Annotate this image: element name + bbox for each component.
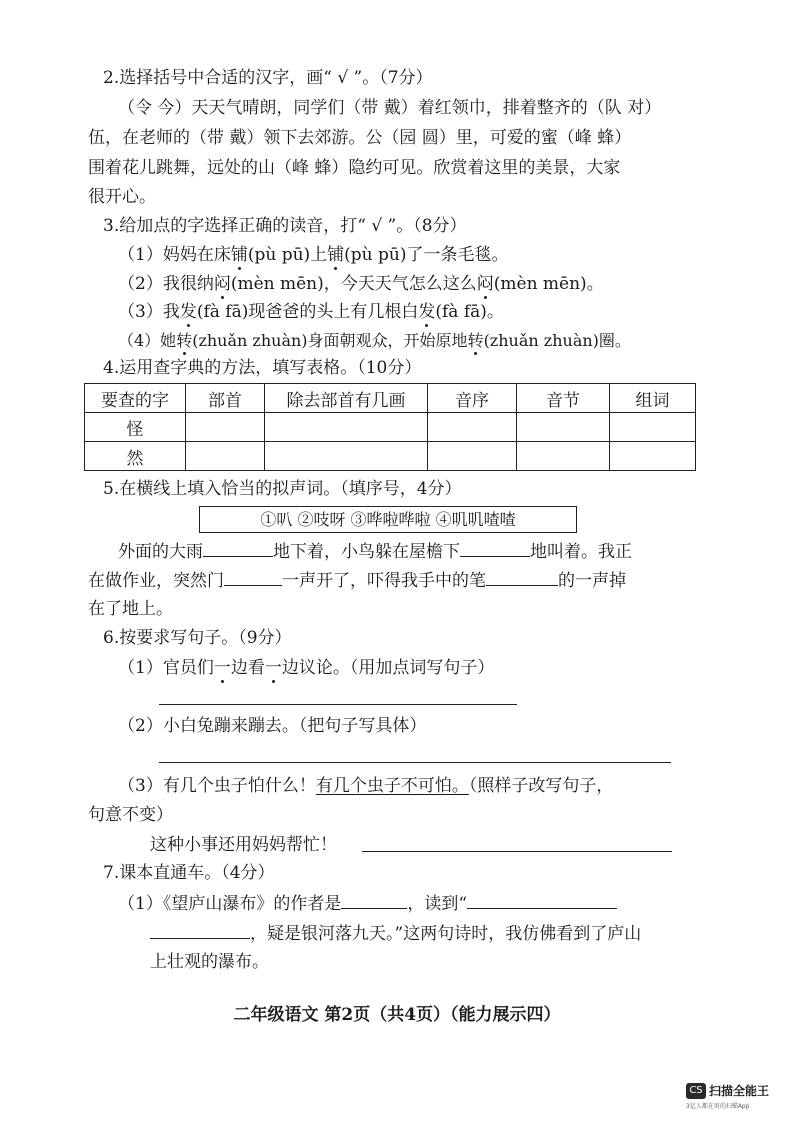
table-header-row bbox=[85, 384, 696, 413]
q2-line-3: 围着花儿跳舞，远处的山（峰 蜂）隐约可见。欣赏着这里的美景，大家 bbox=[88, 158, 621, 178]
answer-cell[interactable] bbox=[610, 442, 696, 471]
answer-cell[interactable] bbox=[186, 413, 265, 442]
answer-cell[interactable] bbox=[265, 413, 428, 442]
blank[interactable] bbox=[467, 890, 617, 909]
q6-item-3 bbox=[118, 774, 613, 798]
q3-item-4 bbox=[118, 329, 631, 353]
options-box: ①叭 ②吱呀 ③哗啦哗啦 ④叽叽喳喳 bbox=[199, 506, 577, 533]
text: (mèn mēn)。 bbox=[493, 274, 604, 294]
text: (fà fā)现爸爸的头上有几根白 bbox=[196, 302, 419, 322]
blank[interactable] bbox=[203, 538, 273, 557]
text: (zhuǎn zhuàn)圈。 bbox=[483, 331, 631, 350]
table-header: 组词 bbox=[610, 384, 696, 413]
text: （1）妈妈在床 bbox=[118, 245, 231, 265]
text: （1）《望庐山瀑布》的作者是 bbox=[118, 894, 342, 914]
q2-line-2: 伍，在老师的（带 戴）领下去郊游。公（园 圆）里，可爱的蜜（峰 蜂） bbox=[88, 128, 632, 148]
dotted-char: 闷 bbox=[213, 274, 231, 294]
answer-cell[interactable] bbox=[428, 413, 517, 442]
watermark-subtitle: 3亿人都在用的扫描App bbox=[686, 1103, 750, 1110]
underlined-example: 有几个虫子不可怕。 bbox=[315, 776, 469, 796]
scanner-watermark bbox=[686, 1080, 769, 1110]
dotted-char: 转 bbox=[176, 331, 193, 350]
answer-cell[interactable] bbox=[610, 413, 696, 442]
table-header: 音序 bbox=[428, 384, 517, 413]
text: 地下着，小鸟躲在屋檐下 bbox=[273, 542, 460, 562]
q5-line-1 bbox=[118, 538, 632, 564]
q3-item-1 bbox=[118, 243, 509, 267]
q5-line-2 bbox=[88, 567, 626, 593]
text: （1）官员们 bbox=[118, 658, 214, 678]
table-header: 音节 bbox=[517, 384, 610, 413]
text: (fà fā)。 bbox=[435, 302, 504, 322]
dotted-char: 转 bbox=[467, 331, 484, 350]
blank[interactable] bbox=[486, 567, 558, 586]
text: （2）我很纳 bbox=[118, 274, 214, 294]
q6-item-3-sentence: 这种小事还用妈妈帮忙！ bbox=[150, 835, 337, 855]
text: 一声开了，吓得我手中的笔 bbox=[282, 571, 486, 591]
q6-item-1 bbox=[118, 656, 494, 680]
table-cell: 然 bbox=[85, 442, 186, 471]
table-cell: 怪 bbox=[85, 413, 186, 442]
text: (pù pū)上 bbox=[247, 245, 328, 265]
blank[interactable] bbox=[460, 538, 530, 557]
answer-cell[interactable] bbox=[186, 442, 265, 471]
text: (mèn mēn)，今天天气怎么这么 bbox=[230, 274, 477, 294]
dictionary-table bbox=[84, 383, 696, 471]
q2-line-1: （令 今）天天气晴朗，同学们（带 戴）着红领巾，排着整齐的（队 对） bbox=[118, 98, 662, 118]
q5-title: 5.在横线上填入恰当的拟声词。（填序号，4分） bbox=[103, 479, 462, 499]
q2-title: 2.选择括号中合适的汉字，画“ √ ”。（7分） bbox=[103, 68, 433, 88]
text: 边看 bbox=[230, 658, 265, 678]
table-header: 部首 bbox=[186, 384, 265, 413]
q3-item-2 bbox=[118, 272, 604, 296]
table-row bbox=[85, 442, 696, 471]
q7-line-2 bbox=[150, 920, 641, 946]
answer-line[interactable] bbox=[159, 762, 671, 763]
q3-item-3 bbox=[118, 300, 504, 324]
text: ，疑是银河落九天。”这两句诗时，我仿佛看到了庐山 bbox=[250, 924, 642, 944]
q4-title: 4.运用查字典的方法，填写表格。（10分） bbox=[103, 358, 422, 378]
q3-title: 3.给加点的字选择正确的读音，打“ √ ”。（8分） bbox=[103, 216, 467, 236]
text: 在做作业，突然门 bbox=[88, 571, 224, 591]
answer-cell[interactable] bbox=[428, 442, 517, 471]
table-header: 要查的字 bbox=[85, 384, 186, 413]
q7-line-1 bbox=[118, 890, 617, 916]
text: 边议论。（用加点词写句子） bbox=[281, 658, 495, 678]
answer-line[interactable] bbox=[159, 704, 517, 705]
cs-logo-icon: CS bbox=[686, 1083, 706, 1099]
dotted-char: 铺 bbox=[327, 245, 345, 265]
text: (pù pū)了一条毛毯。 bbox=[344, 245, 509, 265]
dotted-char: 一 bbox=[264, 658, 282, 678]
text: 外面的大雨 bbox=[118, 542, 203, 562]
q6-item-2: （2）小白兔蹦来蹦去。（把句子写具体） bbox=[118, 716, 427, 736]
q6-item-3-cont: 句意不变） bbox=[88, 805, 173, 825]
dotted-char: 发 bbox=[179, 302, 197, 322]
text: （4）她 bbox=[118, 331, 177, 350]
q2-line-4: 很开心。 bbox=[88, 187, 156, 207]
text: 地叫着。我正 bbox=[530, 542, 632, 562]
text: 的一声掉 bbox=[558, 571, 626, 591]
q7-line-3: 上壮观的瀑布。 bbox=[150, 952, 269, 972]
dotted-char: 铺 bbox=[230, 245, 248, 265]
text: ，读到“ bbox=[407, 894, 468, 914]
answer-cell[interactable] bbox=[265, 442, 428, 471]
text: （照样子改写句子， bbox=[468, 776, 614, 796]
table-header: 除去部首有几画 bbox=[265, 384, 428, 413]
q7-title: 7.课本直通车。（4分） bbox=[103, 863, 275, 883]
text: （3）我 bbox=[118, 302, 180, 322]
table-row bbox=[85, 413, 696, 442]
q6-title: 6.按要求写句子。（9分） bbox=[103, 628, 292, 648]
dotted-char: 一 bbox=[213, 658, 231, 678]
dotted-char: 闷 bbox=[476, 274, 494, 294]
dotted-char: 发 bbox=[418, 302, 436, 322]
answer-line[interactable] bbox=[362, 851, 672, 852]
q5-line-3: 在了地上。 bbox=[88, 599, 173, 619]
blank[interactable] bbox=[150, 920, 250, 939]
page-footer: 二年级语文 第2页（共4页）（能力展示四） bbox=[233, 1005, 561, 1025]
text: (zhuǎn zhuàn)身面朝观众，开始原地 bbox=[192, 331, 468, 350]
answer-cell[interactable] bbox=[517, 413, 610, 442]
blank[interactable] bbox=[224, 567, 282, 586]
text: （3）有几个虫子怕什么！ bbox=[118, 776, 316, 796]
watermark-name: 扫描全能王 bbox=[709, 1084, 770, 1098]
answer-cell[interactable] bbox=[517, 442, 610, 471]
blank[interactable] bbox=[341, 890, 407, 909]
